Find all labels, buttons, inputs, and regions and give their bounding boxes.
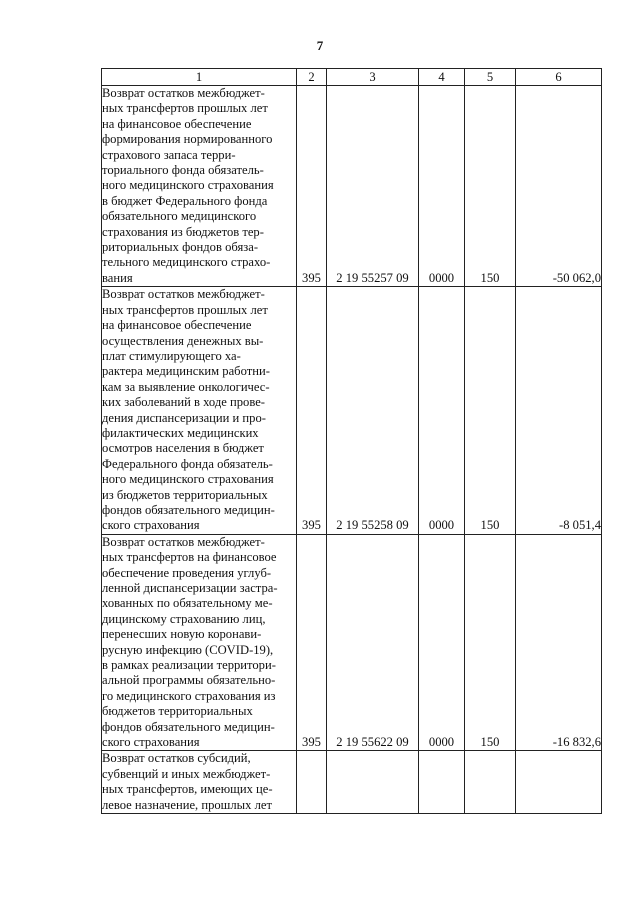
row-program-code [419,751,465,814]
row-subcode: 150 [465,287,516,535]
header-col-5: 5 [465,69,516,86]
header-col-6: 6 [516,69,602,86]
row-subcode [465,751,516,814]
row-admin-code: 395 [297,287,327,535]
row-subcode: 150 [465,86,516,287]
row-budget-code: 2 19 55622 09 [327,534,419,751]
row-amount: -16 832,6 [516,534,602,751]
row-admin-code: 395 [297,86,327,287]
row-amount: -8 051,4 [516,287,602,535]
table-row [102,86,602,287]
page-number: 7 [316,38,324,53]
header-col-4: 4 [419,69,465,86]
row-description: Возврат остатков субсидий, субвенций и иных межбюджет- ных трансфертов, имеющих це- левое назначение, прошлых лет [102,751,297,814]
row-admin-code: 395 [297,534,327,751]
row-admin-code [297,751,327,814]
row-budget-code: 2 19 55257 09 [327,86,419,287]
row-subcode: 150 [465,534,516,751]
header-row [102,69,602,86]
row-amount: -50 062,0 [516,86,602,287]
table-row [102,534,602,751]
table-row [102,751,602,814]
header-col-3: 3 [327,69,419,86]
header-col-1: 1 [102,69,297,86]
row-description: Возврат остатков межбюджет- ных трансфертов на финансовое обеспечение проведения углуб- ленной диспансеризации застра- хованных по обязательному ме- дицинскому страхованию лиц, перенесших новую коронави- русную инфекцию (COVID-19), в рамках реализации территори- альной программы обязательно- го медицинского страхования из бюджетов территориальных фондов обязательного медицин- ского страхования [102,534,297,751]
row-program-code: 0000 [419,534,465,751]
header-col-2: 2 [297,69,327,86]
row-description: Возврат остатков межбюджет- ных трансфертов прошлых лет на финансовое обеспечение осуществления денежных вы- плат стимулирующего ха- рактера медицинским работни- кам за выявление онкологичес- ких заболеваний в ходе прове- дения диспансеризации и про- филактических медицинских осмотров населения в бюджет Федерального фонда обязатель- ного медицинского страхования из бюджетов территориальных фондов обязательного медицин- ского страхования [102,287,297,535]
row-budget-code: 2 19 55258 09 [327,287,419,535]
row-program-code: 0000 [419,86,465,287]
row-amount [516,751,602,814]
table-row [102,287,602,535]
row-description: Возврат остатков межбюджет- ных трансфертов прошлых лет на финансовое обеспечение формирования нормированного страхового запаса терри- ториального фонда обязатель- ного медицинского страхования в бюджет Федерального фонда обязательного медицинского страхования из бюджетов тер- риториальных фондов обяза- тельного медицинского страхо- вания [102,86,297,287]
row-budget-code [327,751,419,814]
budget-table [101,68,602,814]
row-program-code: 0000 [419,287,465,535]
